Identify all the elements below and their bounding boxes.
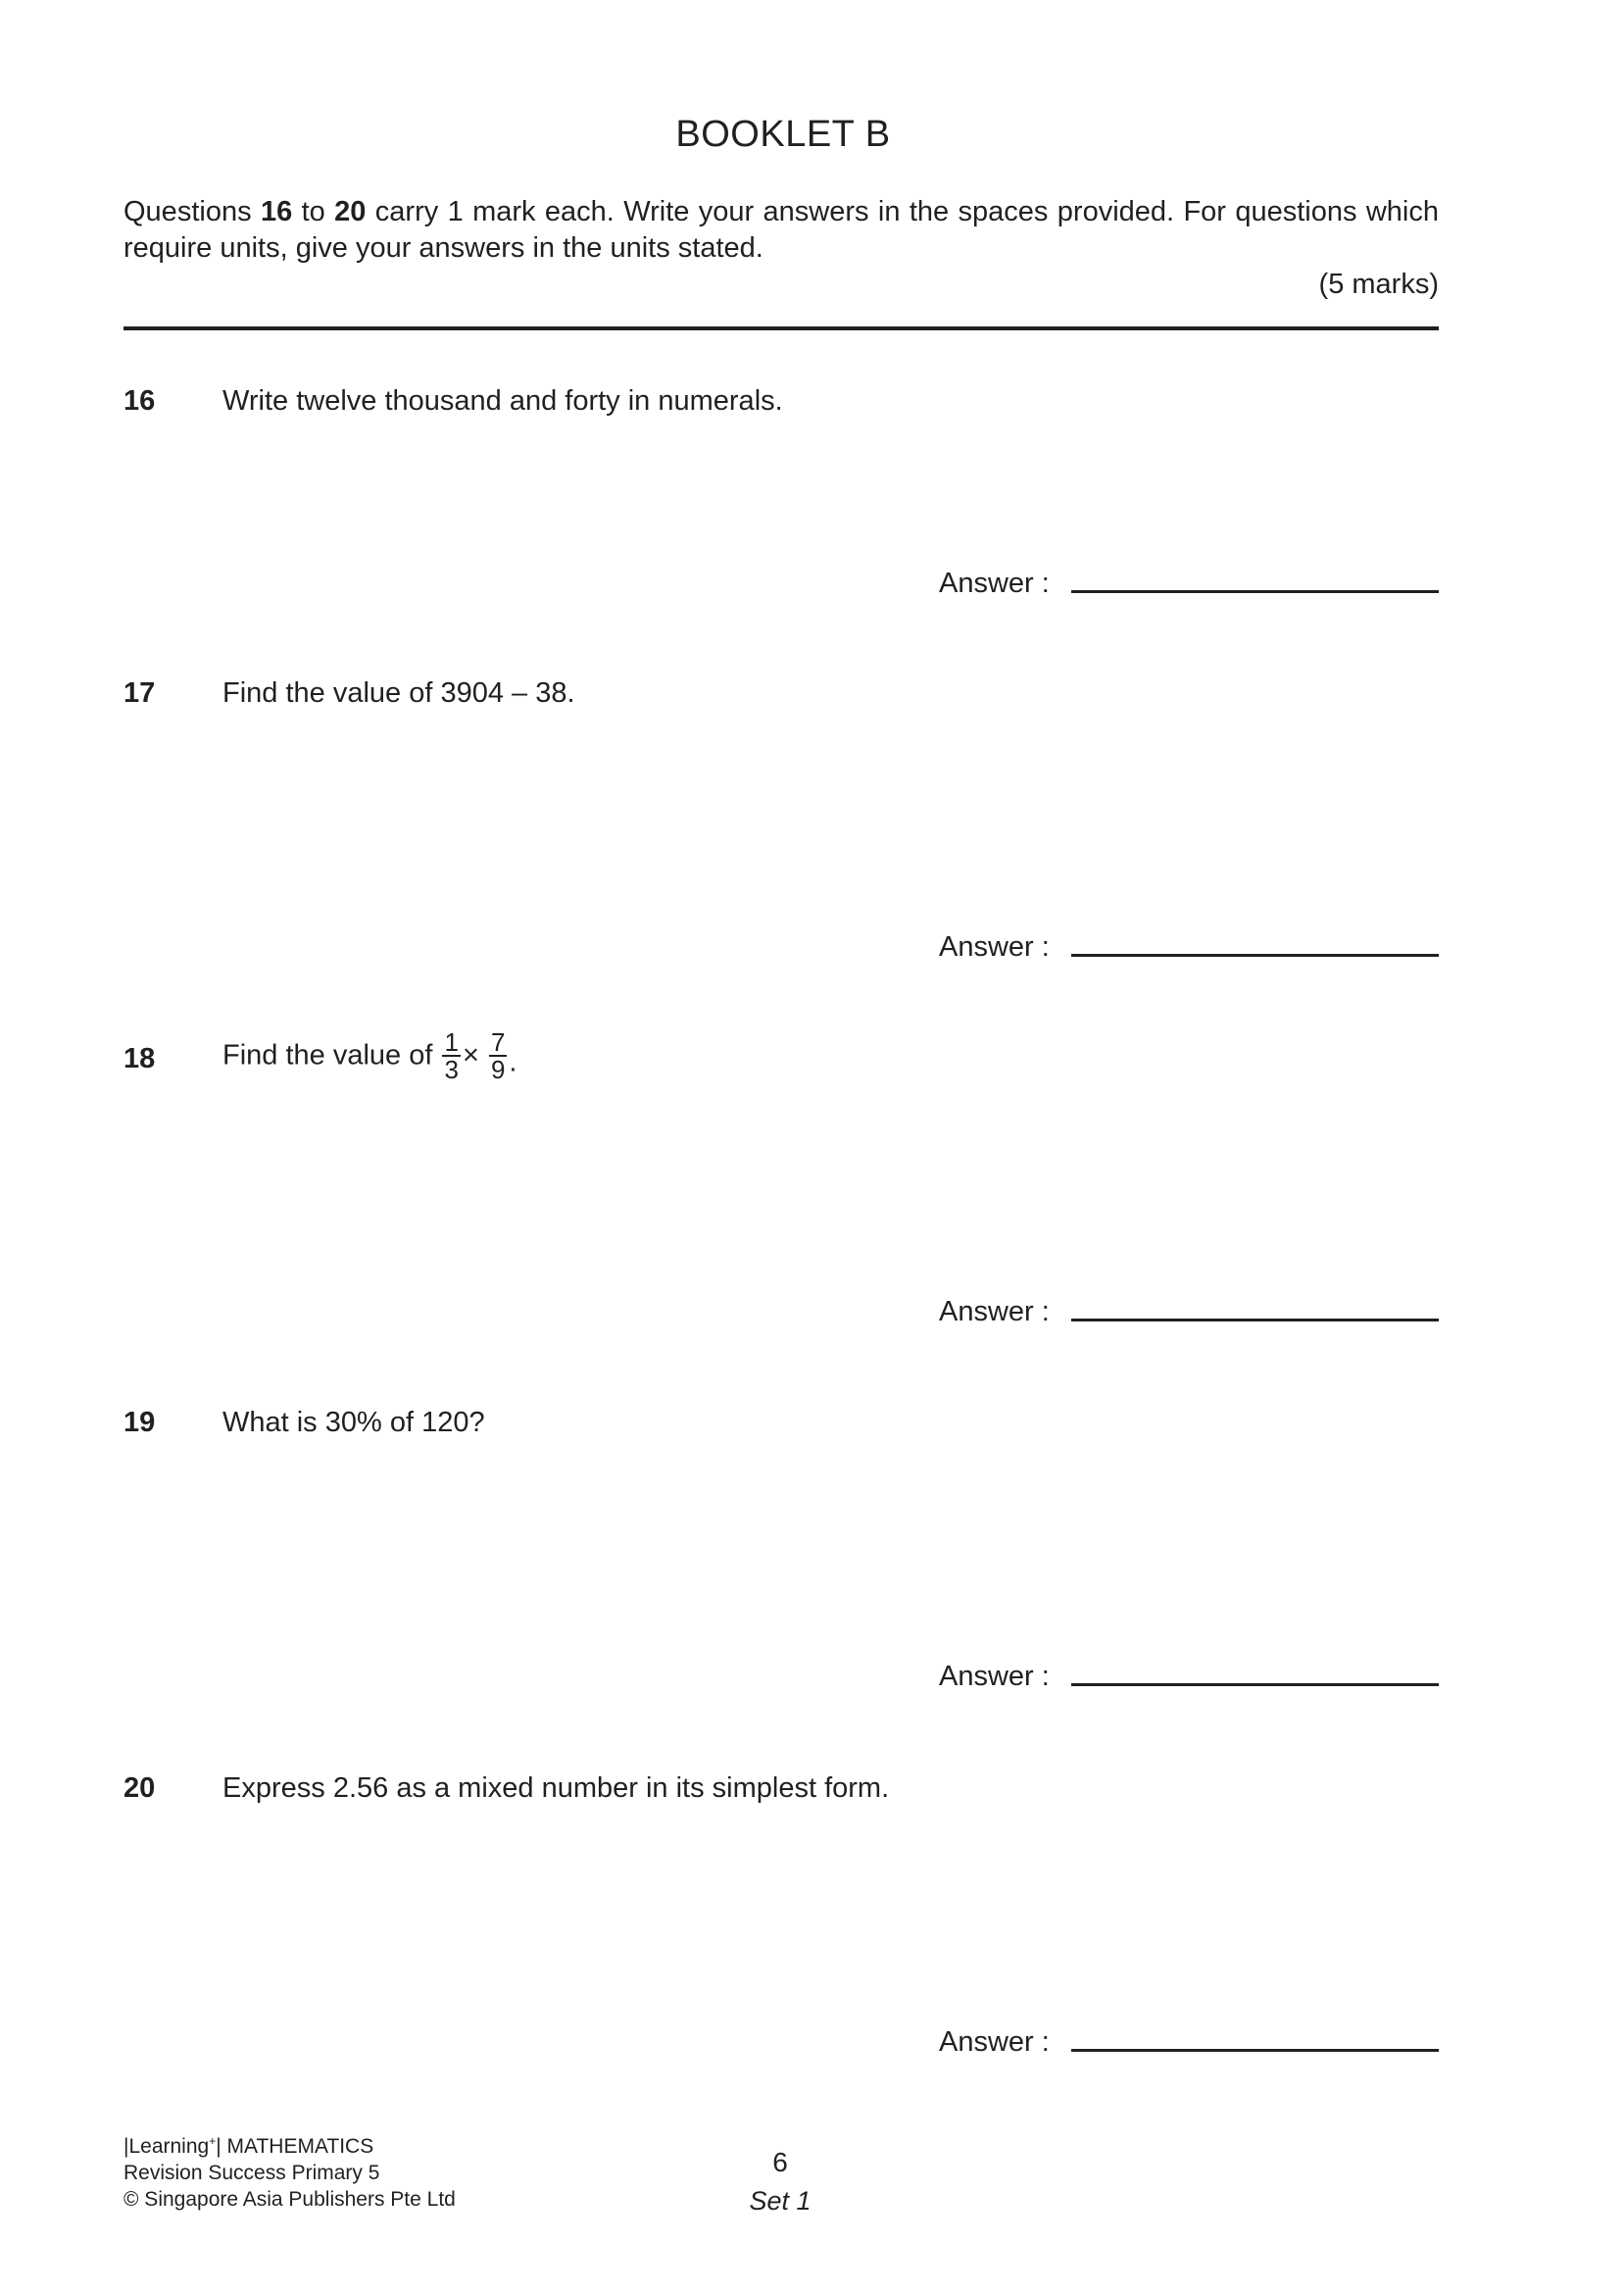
answer-label: Answer : [939,1296,1050,1327]
answer-field-20[interactable] [1071,2049,1439,2052]
answer-label: Answer : [939,2026,1050,2058]
divider [123,326,1439,330]
page-title: BOOKLET B [675,114,891,155]
question-text: What is 30% of 120? [222,1407,485,1438]
instructions: Questions 16 to 20 carry 1 mark each. Write your answers in the spaces provided. For questions which require units, give your answers in the units stated. [123,196,1439,264]
fraction: $\frac{1}{3}$ [444,1027,459,1084]
answer-field-17[interactable] [1071,954,1439,957]
total-marks: (5 marks) [1318,269,1439,300]
answer-label: Answer : [939,931,1050,963]
set-label: Set 1 [749,2186,812,2216]
footer-publisher: |Learning+| MATHEMATICS Revision Success Primary 5 © Singapore Asia Publishers Pte Ltd [123,2134,456,2211]
question-number: 18 [123,1043,156,1074]
answer-field-19[interactable] [1071,1683,1439,1686]
question-text: Express 2.56 as a mixed number in its simplest form. [222,1772,890,1804]
page-number: 6 [772,2147,788,2177]
question-text: Write twelve thousand and forty in numerals. [222,385,783,417]
answer-field-18[interactable] [1071,1319,1439,1321]
answer-label: Answer : [939,568,1050,599]
question-number: 19 [123,1407,156,1438]
question-number: 20 [123,1772,156,1804]
question-number: 16 [123,385,156,417]
answer-field-16[interactable] [1071,590,1439,593]
question-number: 17 [123,677,156,709]
question-text: Find the value of 3904 – 38. [222,677,575,709]
question-text: Find the value of $\frac{1}{3}$ × $\frac{7}{9}$ . [222,1027,517,1084]
fraction: $\frac{7}{9}$ [490,1027,506,1084]
answer-label: Answer : [939,1661,1050,1692]
